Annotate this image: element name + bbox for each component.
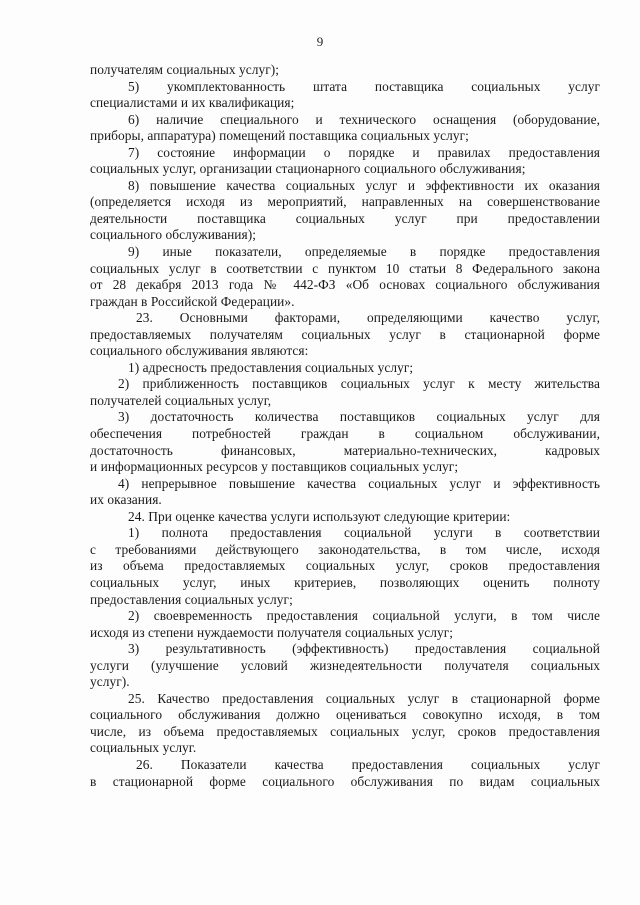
text-line: 1) полнота предоставления социальной услуги в соответствии bbox=[128, 525, 600, 541]
text-line: деятельности поставщика социальных услуг при предоставлении bbox=[90, 210, 600, 226]
text-line: 2) своевременность предоставления социальной услуги, в том числе bbox=[128, 608, 600, 624]
text-line: исходя из степени нуждаемости получателя социальных услуг; bbox=[90, 624, 454, 640]
text-line: 3) достаточность количества поставщиков социальных услуг для bbox=[118, 409, 600, 425]
text-line: социальных услуг, иных критериев, позволяющих оценить полноту bbox=[90, 574, 600, 590]
text-line: от 28 декабря 2013 года № 442-ФЗ «Об основах социального обслуживания bbox=[90, 277, 600, 293]
text-line: услуги (улучшение условий жизнедеятельности получателя социальных bbox=[90, 657, 600, 673]
text-line: 25. Качество предоставления социальных услуг в стационарной форме bbox=[128, 690, 600, 706]
text-line: 6) наличие специального и технического оснащения (оборудование, bbox=[128, 111, 600, 127]
text-line: 3) результативность (эффективность) предоставления социальной bbox=[128, 641, 600, 657]
text-line: предоставляемых получателям социальных услуг в стационарной форме bbox=[90, 326, 600, 342]
page-number: 9 bbox=[316, 34, 324, 49]
text-line: (определяется исходя из мероприятий, направленных на совершенствование bbox=[90, 194, 600, 210]
text-line: в стационарной форме социального обслуживания по видам социальных bbox=[90, 773, 600, 789]
text-line: получателей социальных услуг, bbox=[90, 392, 272, 408]
text-line: числе, из объема предоставляемых социальных услуг, сроков предоставления bbox=[90, 723, 600, 739]
text-line: 24. При оценке качества услуги используют следующие критерии: bbox=[128, 508, 511, 524]
text-line: и информационных ресурсов у поставщиков социальных услуг; bbox=[90, 459, 459, 475]
text-line: 1) адресность предоставления социальных услуг; bbox=[128, 359, 414, 375]
text-line: 5) укомплектованность штата поставщика социальных услуг bbox=[128, 78, 600, 94]
text-line: с требованиями действующего законодательства, в том числе, исходя bbox=[90, 541, 600, 557]
text-line: социальных услуг, организации стационарного социального обслуживания; bbox=[90, 161, 526, 177]
text-line: 2) приближенность поставщиков социальных услуг к месту жительства bbox=[118, 376, 600, 392]
text-line: достаточность финансовых, материально-технических, кадровых bbox=[90, 442, 600, 458]
document-body bbox=[90, 62, 600, 790]
text-line: их оказания. bbox=[90, 492, 162, 508]
text-line: услуг). bbox=[90, 674, 130, 690]
text-line: социального обслуживания); bbox=[90, 227, 257, 243]
text-line: граждан в Российской Федерации». bbox=[90, 293, 295, 309]
text-line: получателям социальных услуг); bbox=[90, 62, 280, 77]
text-line: социального обслуживания являются: bbox=[90, 343, 309, 359]
text-line: из объема предоставляемых социальных услуг, сроков предоставления bbox=[90, 558, 600, 574]
text-line: 7) состояние информации о порядке и правилах предоставления bbox=[128, 144, 600, 160]
text-line: специалистами и их квалификация; bbox=[90, 95, 295, 111]
text-line: социального обслуживания должно оцениваться совокупно исходя, в том bbox=[90, 707, 600, 723]
text-line: 23. Основными факторами, определяющими качество услуг, bbox=[136, 310, 600, 326]
text-line: 8) повышение качества социальных услуг и эффективности их оказания bbox=[128, 177, 600, 193]
text-line: приборы, аппаратура) помещений поставщика социальных услуг; bbox=[90, 128, 469, 144]
text-line: социальных услуг. bbox=[90, 740, 197, 756]
text-line: 26. Показатели качества предоставления социальных услуг bbox=[136, 756, 600, 772]
text-line: предоставления социальных услуг; bbox=[90, 591, 293, 607]
text-line: социальных услуг в соответствии с пунктом 10 статьи 8 Федерального закона bbox=[90, 260, 600, 276]
text-line: 9) иные показатели, определяемые в порядке предоставления bbox=[128, 244, 600, 260]
text-line: обеспечения потребностей граждан в социальном обслуживании, bbox=[90, 426, 600, 442]
text-line: 4) непрерывное повышение качества социальных услуг и эффективность bbox=[118, 475, 600, 491]
